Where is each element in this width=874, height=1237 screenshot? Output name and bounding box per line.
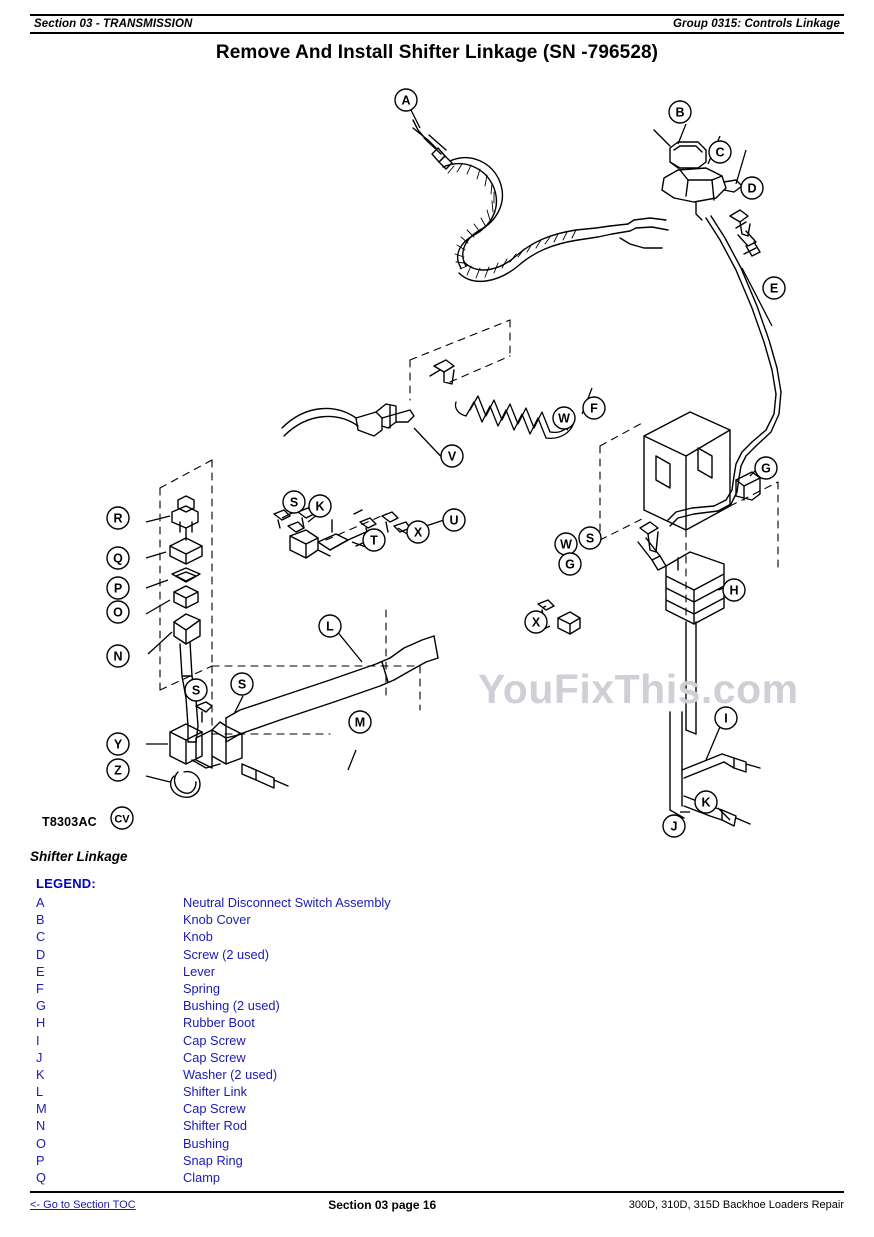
- legend-item: [36, 1049, 736, 1066]
- page-footer: [30, 1191, 844, 1213]
- legend-key: O: [36, 1135, 46, 1151]
- legend-key: D: [36, 946, 46, 962]
- legend-item: [36, 980, 736, 997]
- legend-value: Washer (2 used): [183, 1066, 278, 1082]
- svg-text:L: L: [326, 619, 334, 634]
- svg-text:D: D: [747, 181, 757, 196]
- figure-part-code: T8303AC: [42, 815, 97, 829]
- legend-value: Shifter Rod: [183, 1118, 248, 1134]
- legend-item: [36, 946, 736, 963]
- legend-value: Knob Cover: [183, 912, 251, 928]
- svg-text:C: C: [715, 145, 725, 160]
- legend-item: [36, 911, 736, 928]
- legend-item: [36, 1169, 736, 1186]
- header-section-label: Section 03 - TRANSMISSION: [34, 18, 193, 30]
- legend-value: Neutral Disconnect Switch Assembly: [183, 895, 391, 910]
- legend-item: [36, 1014, 736, 1031]
- svg-text:Z: Z: [114, 763, 122, 778]
- shifter-linkage-illustration: [30, 70, 844, 840]
- svg-text:V: V: [447, 449, 457, 464]
- svg-text:K: K: [701, 795, 711, 810]
- legend-value: Cap Screw: [183, 1049, 246, 1065]
- legend-value: Bushing: [183, 1135, 230, 1151]
- legend-list: [36, 894, 736, 1186]
- legend-key: L: [36, 1084, 44, 1100]
- legend-value: Cap Screw: [183, 1101, 246, 1117]
- svg-text:G: G: [761, 461, 771, 476]
- page-header: [30, 14, 844, 34]
- svg-text:I: I: [724, 711, 728, 726]
- legend-item: [36, 1117, 736, 1134]
- svg-text:X: X: [531, 615, 541, 630]
- legend-value: Lever: [183, 963, 216, 979]
- svg-text:T: T: [370, 533, 378, 548]
- legend-key: Q: [36, 1170, 46, 1185]
- legend-value: Shifter Link: [183, 1084, 248, 1100]
- svg-text:S: S: [237, 677, 247, 692]
- legend-key: H: [36, 1015, 46, 1031]
- legend-value: Spring: [183, 980, 220, 996]
- legend-item: [36, 1066, 736, 1083]
- legend-value: Bushing (2 used): [183, 998, 280, 1014]
- legend-item: [36, 894, 736, 911]
- svg-text:P: P: [113, 581, 123, 596]
- header-group-label: Group 0315: Controls Linkage: [672, 18, 840, 30]
- svg-text:R: R: [113, 511, 123, 526]
- legend-item: [36, 997, 736, 1014]
- watermark: YouFixThis.com: [478, 666, 799, 712]
- legend-value: Rubber Boot: [183, 1015, 255, 1031]
- legend-key: A: [36, 895, 45, 910]
- legend-value: Snap Ring: [183, 1152, 243, 1168]
- svg-text:G: G: [565, 557, 575, 572]
- page-number: Section 03 page 16: [328, 1197, 437, 1212]
- svg-text:Q: Q: [113, 551, 123, 566]
- svg-text:W: W: [560, 537, 572, 552]
- legend-item: [36, 1135, 736, 1152]
- legend-item: [36, 1100, 736, 1117]
- page-title: Remove And Install Shifter Linkage (SN -796528): [215, 42, 659, 63]
- legend-key: M: [36, 1101, 47, 1117]
- legend-value: Knob: [183, 929, 213, 945]
- svg-text:N: N: [113, 649, 123, 664]
- svg-text:Y: Y: [113, 737, 123, 752]
- svg-text:X: X: [413, 525, 423, 540]
- legend-key: K: [36, 1066, 45, 1082]
- svg-text:K: K: [315, 499, 325, 514]
- legend-key: B: [36, 912, 45, 928]
- legend-key: I: [36, 1032, 40, 1048]
- legend-key: C: [36, 929, 46, 945]
- svg-text:F: F: [590, 401, 598, 416]
- legend-key: E: [36, 963, 45, 979]
- svg-text:CV: CV: [114, 813, 130, 826]
- legend-value: Clamp: [183, 1170, 220, 1185]
- legend-item: [36, 928, 736, 945]
- svg-text:U: U: [449, 513, 459, 528]
- legend-item: [36, 1083, 736, 1100]
- legend-value: Cap Screw: [183, 1032, 246, 1048]
- svg-text:S: S: [585, 531, 595, 546]
- legend-title: LEGEND:: [36, 876, 96, 891]
- legend-key: G: [36, 998, 46, 1014]
- svg-text:J: J: [670, 819, 678, 834]
- legend-value: Screw (2 used): [183, 946, 270, 962]
- svg-text:S: S: [289, 495, 299, 510]
- svg-text:S: S: [191, 683, 201, 698]
- svg-text:B: B: [675, 105, 685, 120]
- svg-text:E: E: [769, 281, 779, 296]
- goto-section-toc-link[interactable]: <- Go to Section TOC: [30, 1198, 136, 1211]
- svg-text:A: A: [401, 93, 411, 108]
- legend-item: [36, 1032, 736, 1049]
- legend-key: J: [36, 1049, 43, 1065]
- legend-key: F: [36, 980, 44, 996]
- svg-text:M: M: [354, 715, 366, 730]
- svg-text:O: O: [113, 605, 123, 620]
- manual-title: 300D, 310D, 315D Backhoe Loaders Repair: [628, 1198, 844, 1211]
- legend-item: [36, 963, 736, 980]
- figure-caption: Shifter Linkage: [30, 849, 128, 864]
- exploded-view-diagram: [30, 70, 844, 840]
- svg-text:W: W: [558, 411, 570, 426]
- legend-key: N: [36, 1118, 46, 1134]
- legend-key: P: [36, 1152, 45, 1168]
- legend-item: [36, 1152, 736, 1169]
- svg-text:H: H: [729, 583, 739, 598]
